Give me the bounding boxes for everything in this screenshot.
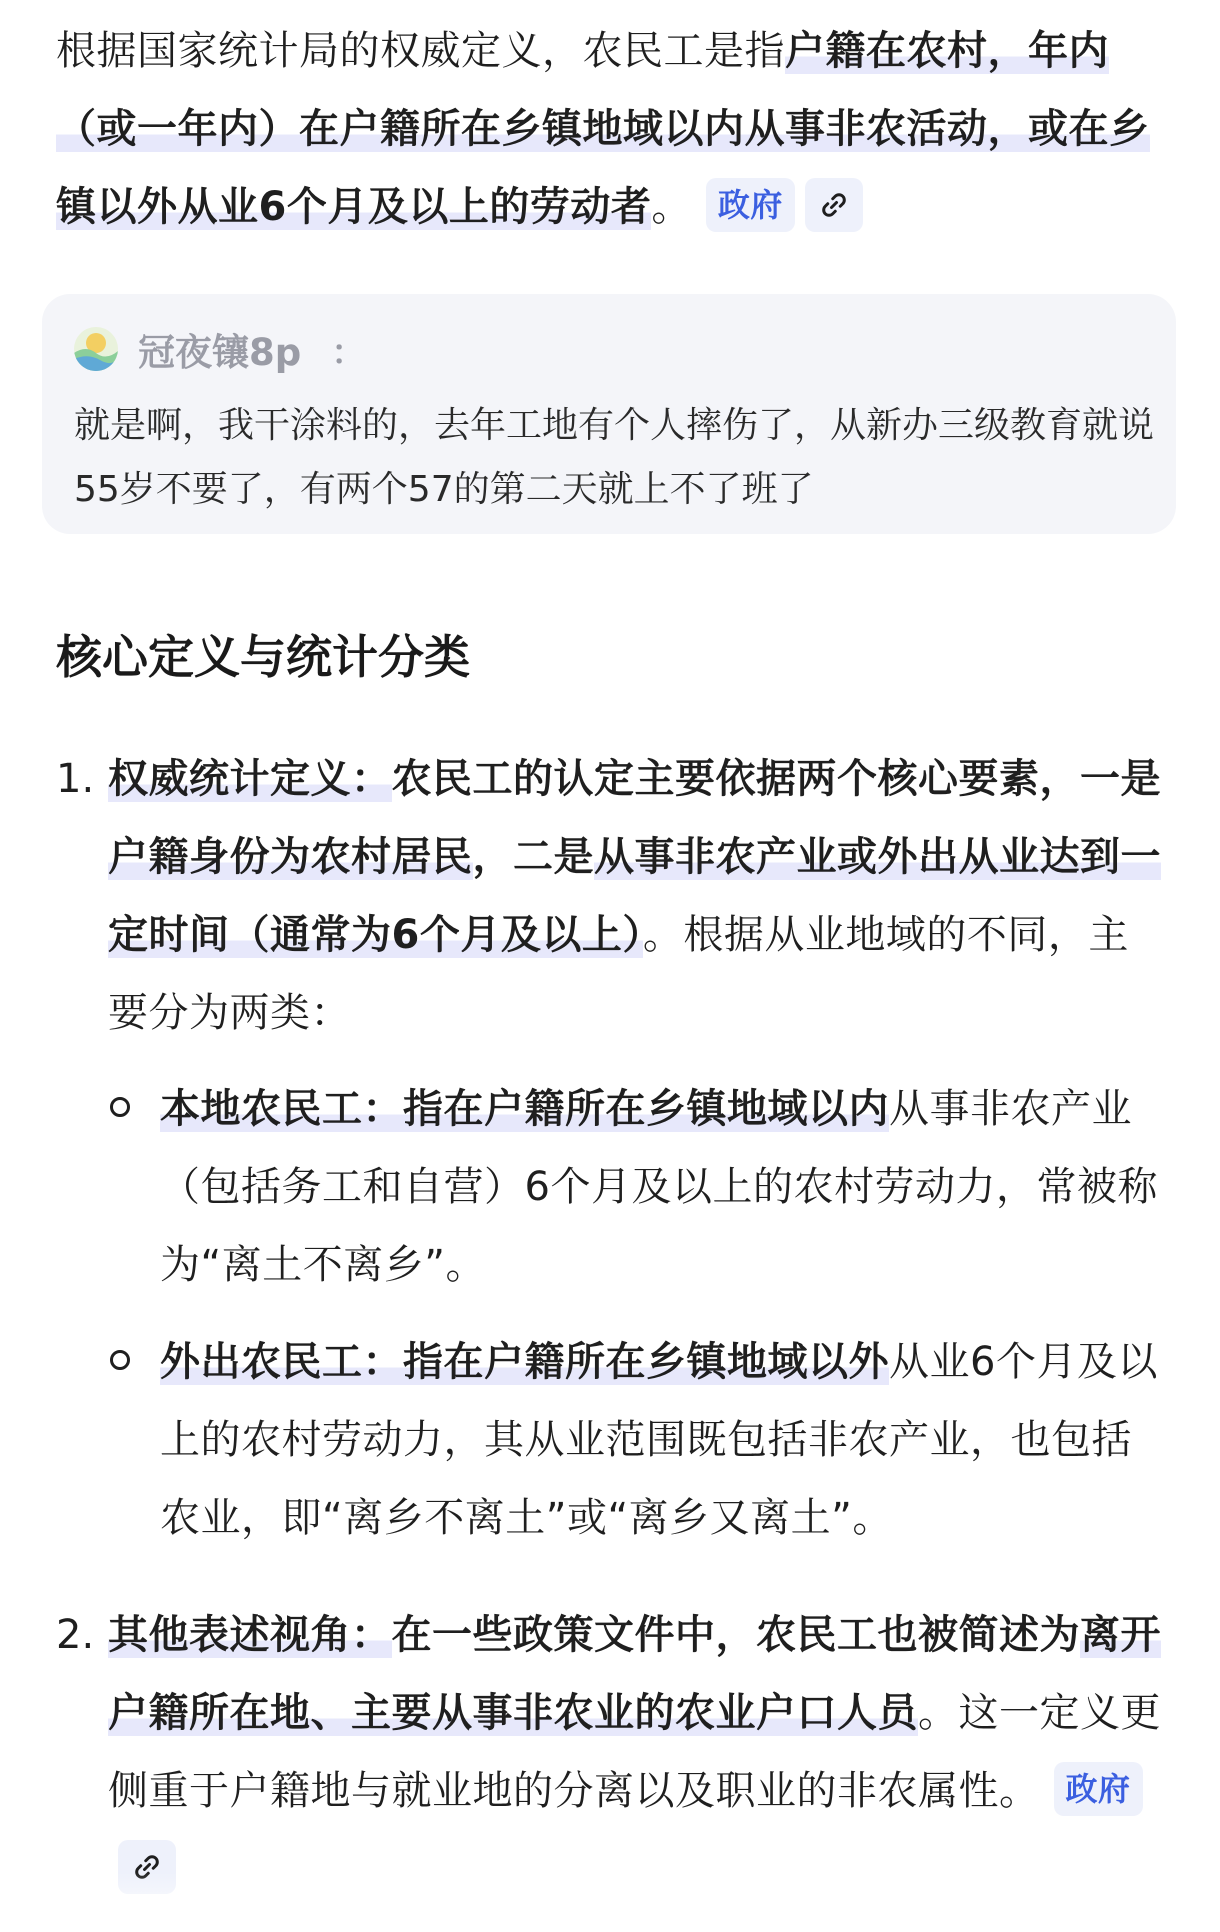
sub-item-local (160, 1070, 1160, 1304)
intro-text: 根据国家统计局的权威定义，农民工是指 (56, 28, 785, 74)
comment-header (74, 324, 365, 374)
item-1-bold-a: 农民工的认定主要依据两个核心要素，一是 (391, 756, 1161, 802)
section-heading: 核心定义与统计分类 (56, 630, 470, 684)
item-2-text: 。这一定义更侧重于户籍地与就业地的分离以及职业的非农属性。 (108, 1690, 1161, 1814)
source-chip-government[interactable]: 政府 (1054, 1762, 1143, 1816)
bottom-fade (0, 1872, 1220, 1932)
item-1-highlight-b: 从事非农产业或外出从业达到一定时间（通常为6个月及以上） (108, 834, 1161, 958)
comment-username[interactable]: 冠夜镶8p (138, 331, 302, 374)
comment-card (42, 294, 1176, 534)
comment-text: 就是啊，我干涂料的，去年工地有个人摔伤了，从新办三级教育就说55岁不要了，有两个57的第二天就上不了班了 (74, 405, 1155, 510)
bullet-icon (110, 1097, 130, 1117)
item-2-highlight-a: 离开户籍所在地、主要从事非农业的农业户口人员 (108, 1612, 1161, 1736)
list-number-2: 2. (56, 1612, 95, 1658)
sub-item-migrant-label: 外出农民工： (160, 1339, 403, 1385)
item-2-bold-a: 在一些政策文件中，农民工也被简述为 (391, 1612, 1080, 1658)
sub-item-migrant-text: 从业6个月及以上的农村劳动力，其从业范围既包括非农产业，也包括农业，即“离乡不离土”或“离乡又离土”。 (160, 1339, 1158, 1541)
list-item-2 (108, 1596, 1168, 1908)
list-number-1: 1. (56, 756, 95, 802)
item-1-label: 权威统计定义： (108, 756, 392, 802)
sub-item-migrant-highlight: 指在户籍所在乡镇地域以外 (403, 1339, 889, 1385)
source-link-button[interactable] (805, 178, 863, 232)
item-1-text: 。根据从业地域的不同，主要分为两类： (108, 912, 1129, 1036)
avatar-landscape-icon (74, 327, 118, 371)
link-icon (819, 190, 849, 220)
sub-item-local-label: 本地农民工： (160, 1086, 403, 1132)
list-item-1 (108, 740, 1168, 1052)
item-1-bold-b: ，二是 (472, 834, 594, 880)
sub-item-local-text: 从事非农产业（包括务工和自营）6个月及以上的农村劳动力，常被称为“离土不离乡”。 (160, 1086, 1158, 1288)
sub-item-migrant (160, 1323, 1160, 1557)
intro-highlight: 户籍在农村，年内（或一年内）在户籍所在乡镇地域以内从事非农活动，或在乡镇以外从业6个月及以上的劳动者 (56, 28, 1150, 230)
comment-separator: ： (331, 332, 366, 373)
intro-end: 。 (651, 184, 692, 230)
source-chip-government[interactable]: 政府 (706, 178, 795, 232)
intro-paragraph (56, 12, 1166, 246)
sub-item-local-highlight: 指在户籍所在乡镇地域以内 (403, 1086, 889, 1132)
avatar[interactable] (74, 327, 118, 371)
item-2-label: 其他表述视角： (108, 1612, 392, 1658)
item-1-highlight-a: 户籍身份为农村居民 (108, 834, 473, 880)
bullet-icon (110, 1350, 130, 1370)
